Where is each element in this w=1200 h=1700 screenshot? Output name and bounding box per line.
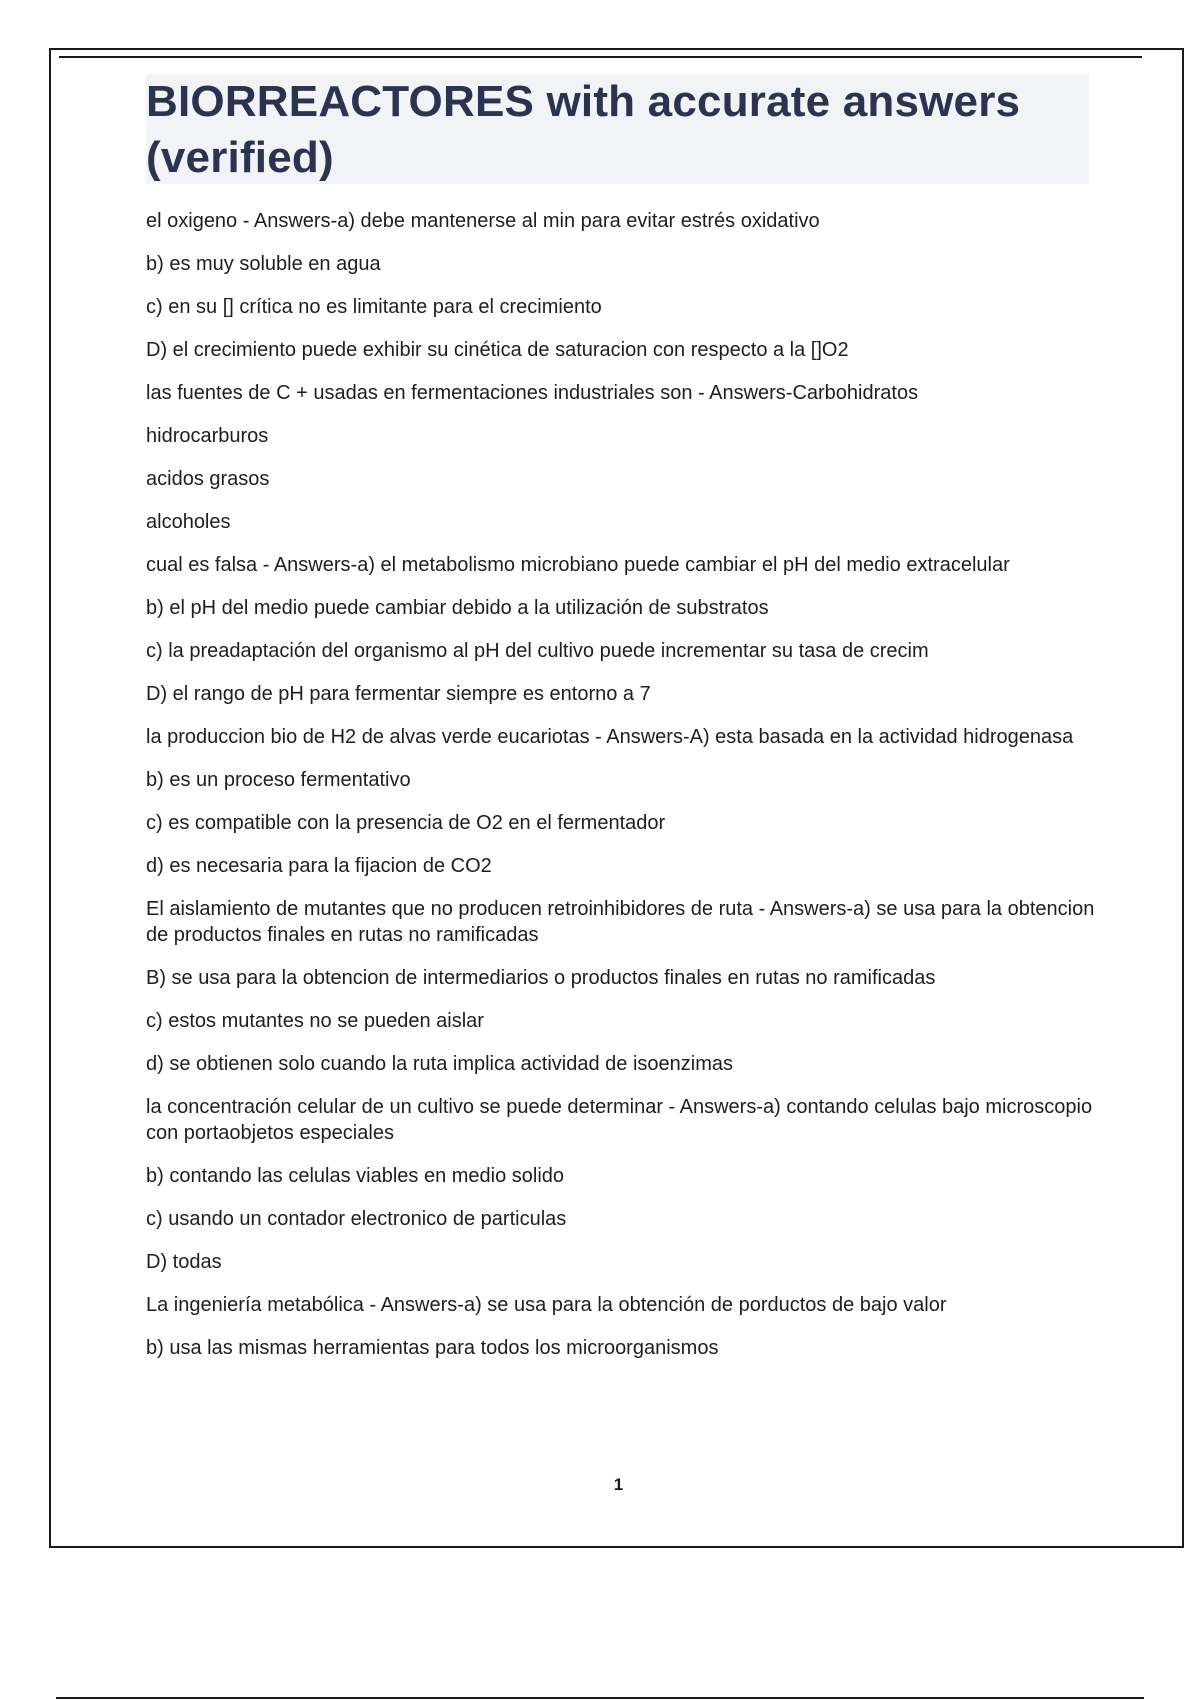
text-line: c) es compatible con la presencia de O2 en el fermentador <box>146 812 666 834</box>
text-line: b) el pH del medio puede cambiar debido a la utilización de substratos <box>146 597 769 619</box>
text-line: d) es necesaria para la fijacion de CO2 <box>146 855 492 877</box>
text-line: b) usa las mismas herramientas para todos los microorganismos <box>146 1337 719 1359</box>
text-line: D) el crecimiento puede exhibir su cinética de saturacion con respecto a la []O2 <box>146 339 849 361</box>
document-title: BIORREACTORES with accurate answers (verified) <box>146 77 1021 182</box>
text-line: alcoholes <box>146 511 231 533</box>
question-list <box>146 208 1096 1378</box>
text-line: la produccion bio de H2 de alvas verde eucariotas - Answers-A) esta basada en la actividad hidrogenasa <box>146 726 1074 748</box>
text-line: c) la preadaptación del organismo al pH del cultivo puede incrementar su tasa de crecim <box>146 640 929 662</box>
text-line: b) es un proceso fermentativo <box>146 769 411 791</box>
text-line: acidos grasos <box>146 468 270 490</box>
text-line: El aislamiento de mutantes que no producen retroinhibidores de ruta - Answers-a) se usa para la obtencion de productos finales en rutas no ramificadas <box>146 898 1095 946</box>
page-frame <box>49 48 1184 1548</box>
text-line: c) usando un contador electronico de particulas <box>146 1208 567 1230</box>
top-rule <box>59 56 1142 58</box>
text-line: b) es muy soluble en agua <box>146 253 381 275</box>
page-number: 1 <box>613 1475 624 1494</box>
text-line: B) se usa para la obtencion de intermediarios o productos finales en rutas no ramificadas <box>146 967 936 989</box>
text-line: las fuentes de C + usadas en fermentaciones industriales son - Answers-Carbohidratos <box>146 382 919 404</box>
text-line: hidrocarburos <box>146 425 269 447</box>
text-line: cual es falsa - Answers-a) el metabolismo microbiano puede cambiar el pH del medio extracelular <box>146 554 1010 576</box>
text-line: el oxigeno - Answers-a) debe mantenerse al min para evitar estrés oxidativo <box>146 210 820 232</box>
text-line: b) contando las celulas viables en medio solido <box>146 1165 565 1187</box>
text-line: d) se obtienen solo cuando la ruta implica actividad de isoenzimas <box>146 1053 734 1075</box>
text-line: la concentración celular de un cultivo se puede determinar - Answers-a) contando celulas bajo microscopio con portaobjetos especiales <box>146 1096 1093 1144</box>
text-line: La ingeniería metabólica - Answers-a) se usa para la obtención de porductos de bajo valor <box>146 1294 947 1316</box>
text-line: c) estos mutantes no se pueden aislar <box>146 1010 484 1032</box>
text-line: D) todas <box>146 1251 222 1273</box>
text-line: c) en su [] crítica no es limitante para el crecimiento <box>146 296 602 318</box>
text-line: D) el rango de pH para fermentar siempre es entorno a 7 <box>146 683 651 705</box>
bottom-rule <box>56 1697 1144 1699</box>
